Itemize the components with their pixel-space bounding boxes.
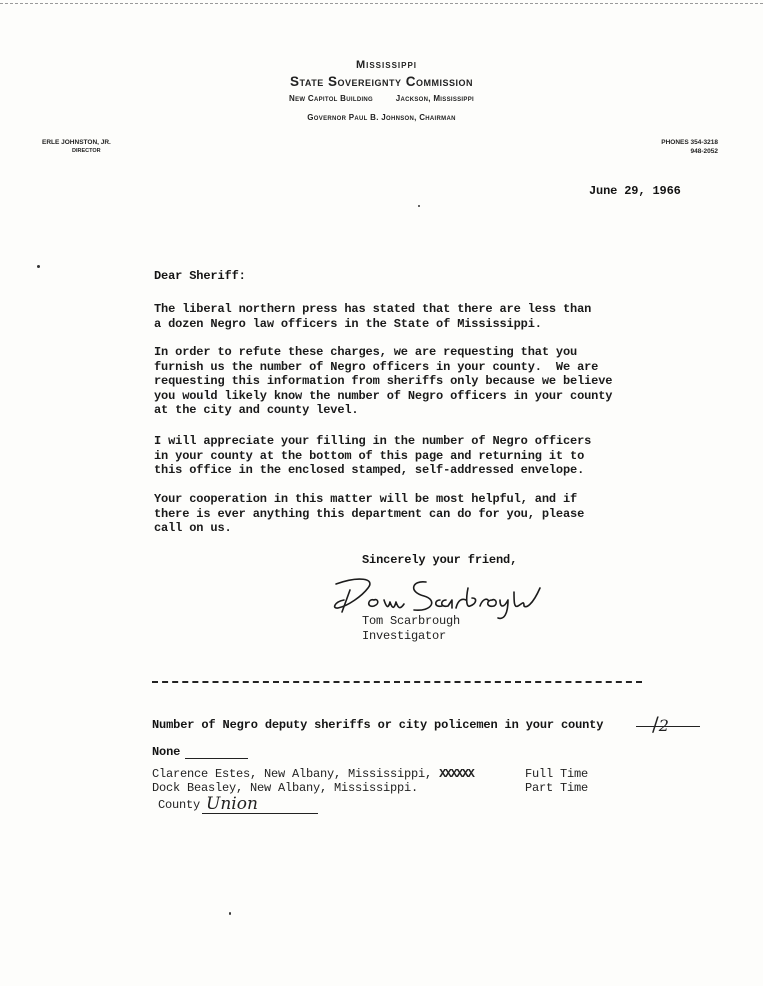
scan-speck xyxy=(418,205,420,207)
signer-name: Tom Scarbrough xyxy=(362,614,461,628)
form-none-label: None xyxy=(152,745,181,759)
scan-speck xyxy=(229,912,231,915)
entry-1 xyxy=(152,767,473,782)
salutation: Dear Sheriff: xyxy=(154,269,246,283)
entry-1-name: Clarence Estes, New Albany, Mississippi, xyxy=(152,767,433,781)
phones-secondary: 948-2052 xyxy=(690,148,718,155)
entry-2-name: Dock Beasley, New Albany, Mississippi. xyxy=(152,781,419,795)
paragraph-2: In order to refute these charges, we are requesting that you furnish us the number of Negro officers in your county. We are requesting this information from sheriffs only because we believe you would likely know the number of Negro officers in your county at the city and county level. xyxy=(154,345,613,418)
form-answer-value: 2 xyxy=(658,716,669,735)
paragraph-1: The liberal northern press has stated that there are less than a dozen Negro law officers in the State of Mississippi. xyxy=(154,302,592,331)
letterhead-building: New Capitol Building xyxy=(289,94,374,103)
entry-2-status: Part Time xyxy=(525,781,589,795)
scan-speck xyxy=(37,265,40,268)
signer-title: Investigator xyxy=(362,629,447,643)
entry-1-redacted: XXXXXX xyxy=(439,767,474,781)
form-answer: /2 xyxy=(652,712,669,736)
closing: Sincerely your friend, xyxy=(362,553,518,567)
county-value: Union xyxy=(206,794,258,814)
letter-date: June 29, 1966 xyxy=(589,184,681,198)
letterhead-commission: State Sovereignty Commission xyxy=(290,74,473,89)
none-line xyxy=(185,758,248,759)
letterhead-state: Mississippi xyxy=(355,59,418,71)
letterhead-governor: Governor Paul B. Johnson, Chairman xyxy=(307,113,456,122)
director-title: DIRECTOR xyxy=(72,148,101,154)
form-question: Number of Negro deputy sheriffs or city policemen in your county xyxy=(152,718,604,732)
letterhead-address xyxy=(0,94,763,103)
page-top-edge xyxy=(0,3,763,4)
paragraph-3: I will appreciate your filling in the number of Negro officers in your county at the bottom of this page and returning it to this office in the enclosed stamped, self-addressed envelope. xyxy=(154,434,592,478)
entry-1-status: Full Time xyxy=(525,767,589,781)
director-name: ERLE JOHNSTON, JR. xyxy=(42,139,111,146)
county-label: County xyxy=(158,798,201,812)
tear-off-divider xyxy=(152,681,642,683)
phones-label: PHONES 354-3218 xyxy=(661,139,718,146)
letterhead-city: Jackson, Mississippi xyxy=(395,94,474,103)
paragraph-4: Your cooperation in this matter will be most helpful, and if there is ever anything this department can do for you, please call on us. xyxy=(154,492,585,536)
